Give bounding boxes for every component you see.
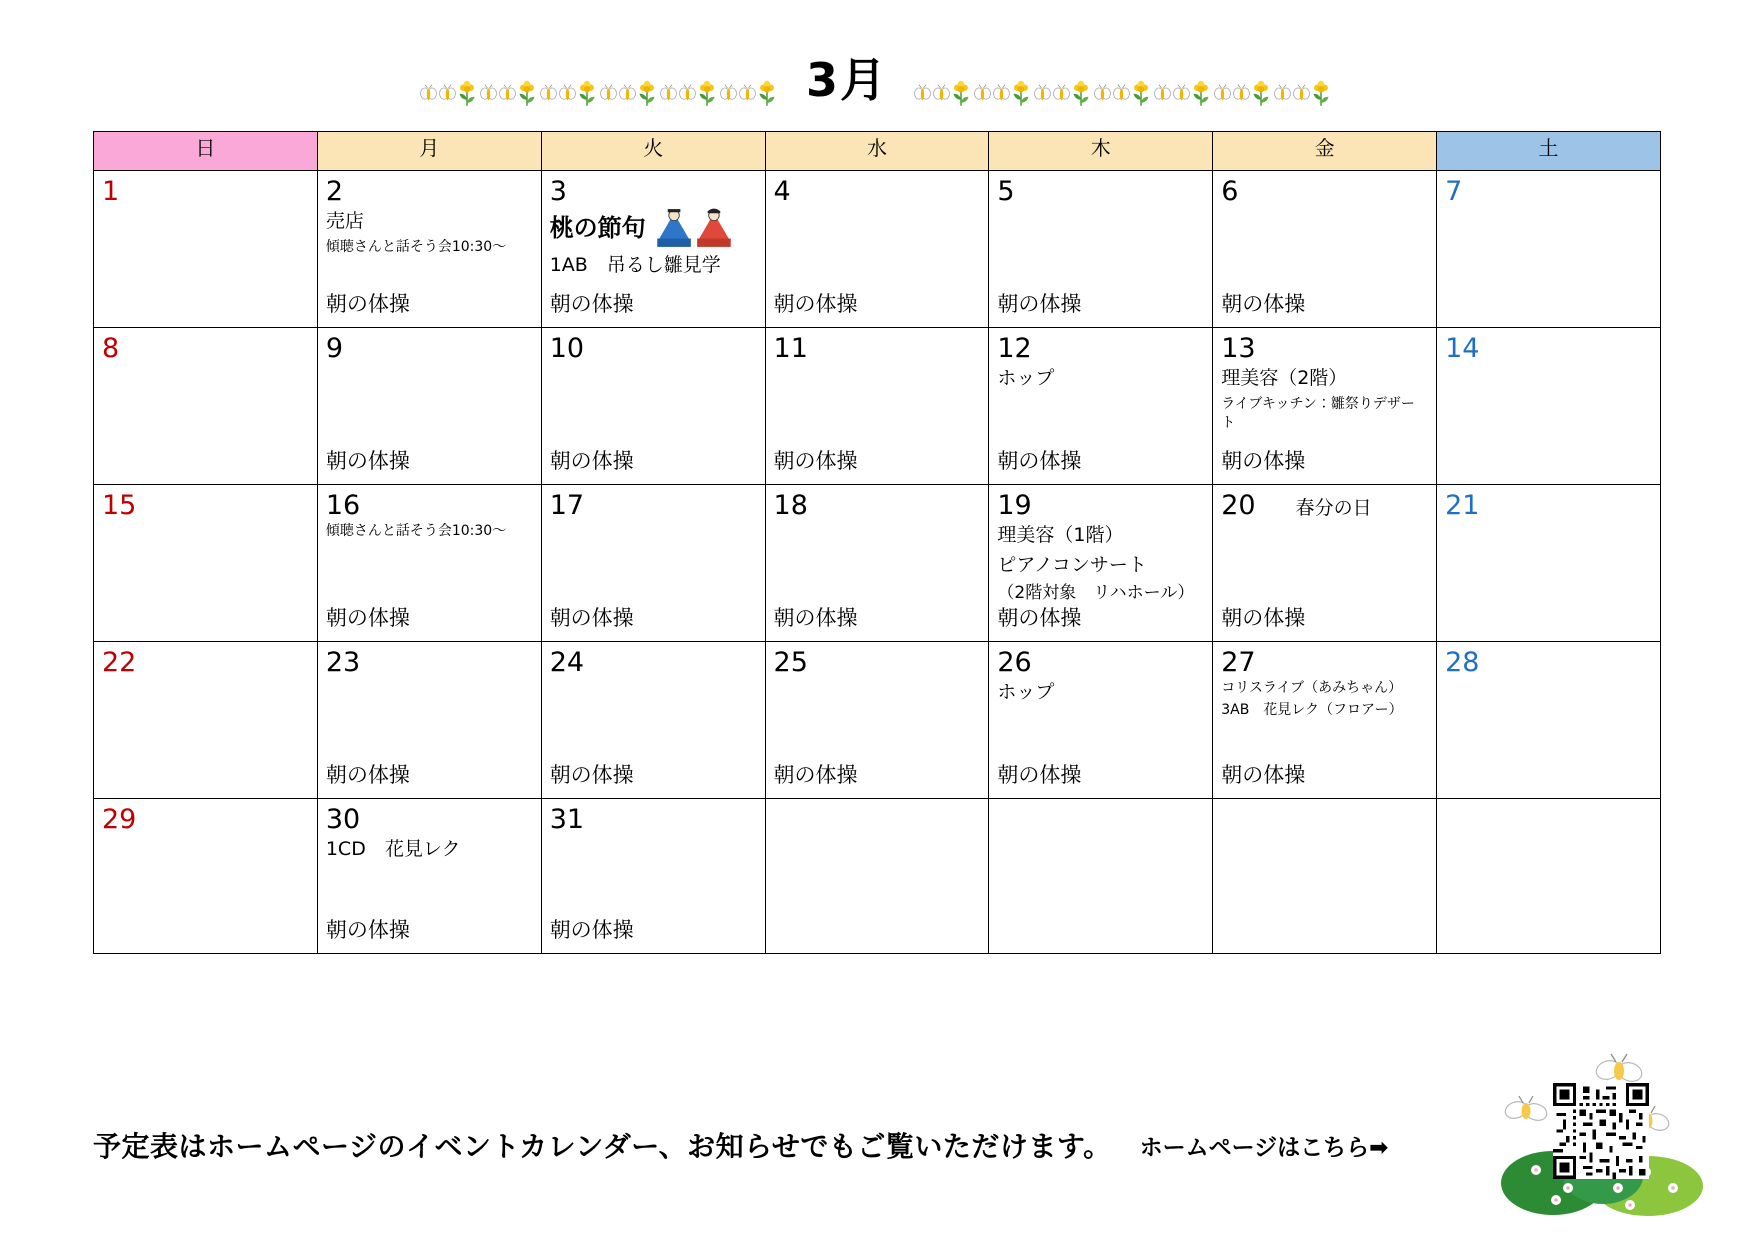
calendar-day-cell-empty[interactable] — [989, 799, 1213, 954]
day-events — [989, 680, 1212, 706]
event-text: 傾聴さんと話そう会10:30～ — [325, 238, 507, 255]
holiday-label: 春分の日 — [1295, 497, 1372, 519]
day-number: 4 — [773, 176, 791, 207]
footer-homepage-link[interactable]: ホームページはこちら➡ — [1139, 1134, 1389, 1161]
day-events — [1213, 679, 1436, 720]
butterfly-icon — [480, 84, 497, 106]
day-number: 14 — [1445, 333, 1480, 364]
calendar-table — [93, 131, 1661, 954]
butterfly-icon — [679, 84, 696, 106]
day-number: 26 — [997, 647, 1032, 678]
calendar-day-cell-13[interactable] — [1213, 328, 1437, 485]
butterfly-icon — [1293, 84, 1310, 106]
butterfly-icon — [933, 84, 950, 106]
day-number: 27 — [1221, 647, 1256, 678]
calendar-day-cell-1[interactable] — [94, 171, 318, 328]
butterfly-icon — [559, 84, 576, 106]
morning-exercise-label: 朝の体操 — [997, 606, 1082, 630]
day-number: 19 — [997, 490, 1032, 521]
decoration-unit — [1154, 80, 1210, 106]
weekday-header-fri: 金 — [1213, 132, 1437, 171]
day-number: 3 — [549, 176, 567, 207]
calendar-day-cell-22[interactable] — [94, 642, 318, 799]
calendar-week-row — [94, 799, 1661, 954]
rape-blossom-icon — [1012, 80, 1030, 106]
morning-exercise-label: 朝の体操 — [773, 292, 858, 316]
day-number: 5 — [997, 176, 1015, 207]
day-number: 7 — [1445, 176, 1463, 207]
calendar-body — [94, 171, 1661, 954]
decoration-unit — [720, 80, 776, 106]
calendar-header-row — [94, 132, 1661, 171]
event-text — [550, 207, 757, 249]
calendar-day-cell-28[interactable] — [1437, 642, 1661, 799]
weekday-header-sun: 日 — [94, 132, 318, 171]
decoration-unit — [540, 80, 596, 106]
event-text: ピアノコンサート — [997, 553, 1147, 576]
day-number: 15 — [102, 490, 137, 521]
day-number: 23 — [325, 647, 361, 678]
calendar-day-cell-3[interactable] — [541, 171, 765, 328]
butterfly-icon — [1053, 84, 1070, 106]
morning-exercise-label: 朝の体操 — [997, 292, 1082, 316]
decoration-unit — [420, 80, 476, 106]
day-number: 21 — [1445, 490, 1480, 521]
calendar-day-cell-20[interactable] — [1213, 485, 1437, 642]
butterfly-icon — [1233, 84, 1250, 106]
calendar-day-cell-17[interactable] — [541, 485, 765, 642]
calendar-week-row — [94, 642, 1661, 799]
day-events — [989, 523, 1212, 605]
calendar-week-row — [94, 171, 1661, 328]
event-text: ホップ — [997, 681, 1055, 703]
rape-blossom-icon — [578, 80, 596, 106]
footer — [93, 1125, 1563, 1165]
day-number: 12 — [997, 333, 1032, 364]
calendar-day-cell-10[interactable] — [541, 328, 765, 485]
day-number: 11 — [773, 333, 808, 364]
day-events — [989, 366, 1212, 392]
butterfly-icon — [1113, 84, 1130, 106]
decoration-strip-right — [914, 58, 1334, 106]
qr-code-icon[interactable] — [1553, 1083, 1649, 1179]
day-events — [1213, 366, 1436, 432]
day-events — [318, 522, 541, 541]
footer-main-text: 予定表はホームページのイベントカレンダー、お知らせでもご覧いただけます。 — [93, 1130, 1112, 1163]
day-number: 29 — [102, 804, 137, 835]
day-number: 1 — [102, 176, 120, 207]
page-title: 3月 — [805, 53, 888, 107]
calendar-day-cell-21[interactable] — [1437, 485, 1661, 642]
day-number: 2 — [325, 176, 344, 207]
weekday-header-mon: 月 — [317, 132, 541, 171]
morning-exercise-label: 朝の体操 — [325, 606, 410, 630]
day-number: 8 — [102, 333, 120, 364]
butterfly-icon — [420, 84, 437, 106]
butterfly-icon — [720, 84, 737, 106]
calendar-day-cell-5[interactable] — [989, 171, 1213, 328]
event-title: 桃の節句 — [549, 213, 646, 242]
calendar-day-cell-15[interactable] — [94, 485, 318, 642]
day-events — [318, 209, 541, 257]
morning-exercise-label: 朝の体操 — [549, 763, 634, 787]
event-text: 理美容（2階） — [1221, 367, 1348, 389]
rape-blossom-icon — [458, 80, 476, 106]
morning-exercise-label: 朝の体操 — [1221, 606, 1306, 630]
rape-blossom-icon — [952, 80, 970, 106]
morning-exercise-label: 朝の体操 — [773, 449, 858, 473]
day-events — [542, 207, 765, 279]
rape-blossom-icon — [1132, 80, 1150, 106]
calendar-day-cell-25[interactable] — [765, 642, 989, 799]
butterfly-icon — [540, 84, 557, 106]
morning-exercise-label: 朝の体操 — [1221, 449, 1306, 473]
morning-exercise-label: 朝の体操 — [549, 918, 634, 942]
calendar-day-cell-12[interactable] — [989, 328, 1213, 485]
morning-exercise-label: 朝の体操 — [325, 763, 410, 787]
butterfly-icon — [499, 84, 516, 106]
decoration-unit — [600, 80, 656, 106]
rape-blossom-icon — [1252, 80, 1270, 106]
calendar-day-cell-14[interactable] — [1437, 328, 1661, 485]
decoration-unit — [1214, 80, 1270, 106]
calendar-day-cell-6[interactable] — [1213, 171, 1437, 328]
butterfly-icon — [1214, 84, 1231, 106]
day-number: 16 — [325, 490, 361, 521]
day-number: 18 — [773, 490, 808, 521]
decoration-unit — [974, 80, 1030, 106]
event-text: 1CD 花見レク — [325, 838, 461, 860]
event-text: 理美容（1階） — [997, 524, 1124, 546]
calendar-day-cell-30[interactable] — [317, 799, 541, 954]
morning-exercise-label: 朝の体操 — [773, 763, 858, 787]
butterfly-icon — [1034, 84, 1051, 106]
morning-exercise-label: 朝の体操 — [325, 292, 410, 316]
day-number: 28 — [1445, 647, 1480, 678]
calendar-day-cell-7[interactable] — [1437, 171, 1661, 328]
calendar-day-cell-11[interactable] — [765, 328, 989, 485]
day-number: 20 春分の日 — [1221, 490, 1372, 521]
morning-exercise-label: 朝の体操 — [325, 918, 410, 942]
calendar-day-cell-27[interactable] — [1213, 642, 1437, 799]
decoration-unit — [914, 80, 970, 106]
morning-exercise-label: 朝の体操 — [325, 449, 410, 473]
day-number: 6 — [1221, 176, 1239, 207]
hina-dolls-icon — [656, 207, 732, 249]
morning-exercise-label: 朝の体操 — [1221, 292, 1306, 316]
calendar-day-cell-16[interactable] — [317, 485, 541, 642]
calendar-day-cell-8[interactable] — [94, 328, 318, 485]
morning-exercise-label: 朝の体操 — [997, 763, 1082, 787]
event-text: （2階対象 リハホール） — [997, 583, 1195, 604]
event-text: ホップ — [997, 367, 1055, 389]
morning-exercise-label: 朝の体操 — [549, 449, 634, 473]
decoration-unit — [480, 80, 536, 106]
morning-exercise-label: 朝の体操 — [549, 292, 634, 316]
day-number: 25 — [773, 647, 808, 678]
page-header — [0, 46, 1754, 118]
morning-exercise-label: 朝の体操 — [1221, 763, 1306, 787]
butterfly-icon — [600, 84, 617, 106]
rape-blossom-icon — [638, 80, 656, 106]
calendar-day-cell-26[interactable] — [989, 642, 1213, 799]
day-number: 31 — [549, 804, 585, 835]
weekday-header-thu: 木 — [989, 132, 1213, 171]
rape-blossom-icon — [518, 80, 536, 106]
event-text: 1AB 吊るし雛見学 — [549, 254, 721, 276]
day-number: 9 — [325, 333, 344, 364]
calendar-day-cell-empty[interactable] — [765, 799, 989, 954]
event-text: 3AB 花見レク（フロアー） — [1221, 701, 1403, 718]
calendar-day-cell-9[interactable] — [317, 328, 541, 485]
rape-blossom-icon — [758, 80, 776, 106]
calendar-day-cell-empty[interactable] — [1213, 799, 1437, 954]
weekday-header-wed: 水 — [765, 132, 989, 171]
calendar-day-cell-18[interactable] — [765, 485, 989, 642]
morning-exercise-label: 朝の体操 — [997, 449, 1082, 473]
butterfly-icon — [974, 84, 991, 106]
day-number: 17 — [549, 490, 585, 521]
event-text: ライブキッチン：雛祭りデザート — [1221, 395, 1415, 431]
day-number: 13 — [1221, 333, 1256, 364]
butterfly-icon — [914, 84, 931, 106]
calendar-day-cell-4[interactable] — [765, 171, 989, 328]
rape-blossom-icon — [1192, 80, 1210, 106]
day-number: 22 — [102, 647, 137, 678]
butterfly-icon — [739, 84, 756, 106]
calendar-day-cell-23[interactable] — [317, 642, 541, 799]
morning-exercise-label: 朝の体操 — [549, 606, 634, 630]
calendar-week-row — [94, 485, 1661, 642]
butterfly-icon — [1173, 84, 1190, 106]
butterfly-icon — [1594, 1054, 1644, 1084]
event-text: コリスライブ（あみちゃん） — [1221, 680, 1403, 696]
calendar-day-cell-2[interactable] — [317, 171, 541, 328]
event-text: 売店 — [325, 210, 364, 232]
butterfly-icon — [1503, 1096, 1549, 1123]
butterfly-icon — [993, 84, 1010, 106]
morning-exercise-label: 朝の体操 — [773, 606, 858, 630]
rape-blossom-icon — [698, 80, 716, 106]
weekday-header-sat: 土 — [1437, 132, 1661, 171]
butterfly-icon — [439, 84, 456, 106]
butterfly-icon — [1274, 84, 1291, 106]
decoration-unit — [1274, 80, 1330, 106]
calendar-day-cell-empty[interactable] — [1437, 799, 1661, 954]
calendar-day-cell-31[interactable] — [541, 799, 765, 954]
butterfly-icon — [619, 84, 636, 106]
day-number: 30 — [325, 804, 361, 835]
rape-blossom-icon — [1072, 80, 1090, 106]
butterfly-icon — [1094, 84, 1111, 106]
calendar-day-cell-19[interactable] — [989, 485, 1213, 642]
decoration-unit — [1034, 80, 1090, 106]
decoration-strip-left — [420, 58, 780, 106]
day-number: 24 — [549, 647, 585, 678]
butterfly-icon — [1154, 84, 1171, 106]
calendar-week-row — [94, 328, 1661, 485]
calendar-day-cell-29[interactable] — [94, 799, 318, 954]
calendar-day-cell-24[interactable] — [541, 642, 765, 799]
day-number: 10 — [549, 333, 585, 364]
event-text: 傾聴さんと話そう会10:30～ — [325, 523, 507, 539]
butterfly-icon — [660, 84, 677, 106]
rape-blossom-icon — [1312, 80, 1330, 106]
decoration-unit — [660, 80, 716, 106]
day-events — [318, 837, 541, 863]
weekday-header-tue: 火 — [541, 132, 765, 171]
decoration-unit — [1094, 80, 1150, 106]
